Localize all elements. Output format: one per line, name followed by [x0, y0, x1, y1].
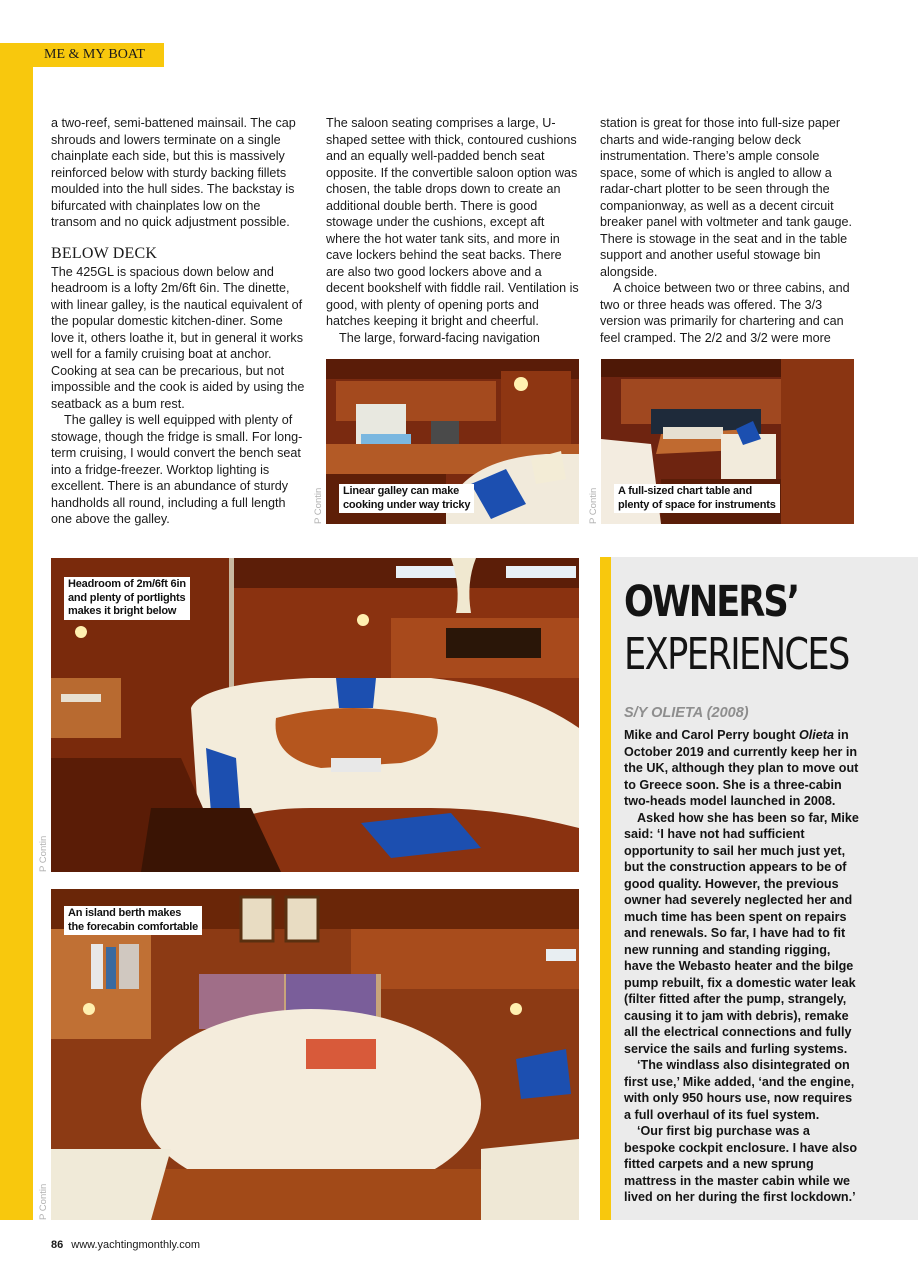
page-footer [51, 1239, 200, 1251]
photo-credit: P Contin [588, 487, 599, 524]
owners-title: OWNERS’ [624, 577, 799, 627]
column-1-paragraph: The 425GL is spacious down below and headroom is a lofty 2m/6ft 6in. The dinette, with linear galley, is the nautical equivalent of the popular domestic kitchen-diner. Some love it, others loathe it, but in general it works well for a family cruising boat at anchor. Cooking at sea can be precarious, but not impossible and the cook is aided by using the seatback as a bum rest. [51, 264, 305, 411]
column-1-paragraph: a two-reef, semi-battened mainsail. The cap shrouds and lowers terminate on a single chainplate each side, but this is massively reinforced below with sturdy backing fillets moulded into the hull sides. The backstay is bifurcated with chainplates low on the transom and no quick adjustment possible. [51, 116, 296, 229]
owners-text [624, 727, 860, 1206]
column-2-paragraph: The saloon seating comprises a large, U-shaped settee with thick, contoured cushions and an equally well-padded bench seat opposite. If the convertible saloon option was chosen, the table drops down to create an additional double berth. There is good stowage under the cushions, except aft where the hot water tank sits, and more in cave lockers behind the seat backs. There are also two good lockers above and a decent bookshelf with fiddle rail. Ventilation is good, with plenty of opening ports and hatches keeping it bright and cheerful. [326, 116, 579, 328]
photo-credit: P Contin [313, 487, 324, 524]
section-tab: ME & MY BOAT [33, 43, 164, 67]
column-1 [51, 115, 308, 528]
forecabin-caption: An island berth makes the forecabin comfortable [64, 906, 202, 935]
subheading-below-deck: BELOW DECK [51, 244, 158, 262]
chart-table-caption: A full-sized chart table and plenty of space for instruments [614, 484, 780, 513]
column-1-paragraph: The galley is well equipped with plenty of stowage, though the fridge is small. For long-term cruising, I would convert the bench seat into a fridge-freezer. Worktop lighting is excellent. There is an abundance of sturdy handholds all round, including a full length one above the galley. [51, 413, 303, 526]
photo-credit: P Contin [38, 1183, 49, 1220]
column-3-paragraph: station is great for those into full-size paper charts and wide-ranging below deck instrumentation. There’s ample console space, some of which is angled to allow a radar-chart plotter to be seen through the companionway, as well as a decent circuit breaker panel with voltmeter and tank gauge. There is stowage in the seat and in the table support and another useful stowage bin alongside. [600, 116, 853, 279]
owners-paragraph: Asked how she has been so far, Mike said: ‘I have not had sufficient opportunity to sail her much just yet, but the construction appears to be of good quality. However, the previous owner had severely neglected her and much time has been spent on repairs and renewals. So far, I have had to fit new running and standing rigging, have the Webasto heater and the bilge pump rebuilt, fix a domestic water leak (filter fitted after the pump, strangely, causing it to jam with debris), remake all the electrical connections and fully service the sails and furling systems. [624, 810, 859, 1056]
galley-caption: Linear galley can make cooking under way tricky [339, 484, 474, 513]
website-url: www.yachtingmonthly.com [71, 1239, 201, 1251]
owners-paragraph: Mike and Carol Perry bought Olieta in October 2019 and currently keep her in the UK, although they plan to move out to Greece soon. She is a three-cabin two-heads model launched in 2008. [624, 728, 859, 808]
boat-name-heading: S/Y OLIETA (2008) [624, 705, 749, 721]
column-2-paragraph: The large, forward-facing navigation [339, 330, 540, 345]
owners-paragraph: ‘Our first big purchase was a bespoke cockpit enclosure. I have also fitted carpets and a new sprung mattress in the master cabin while we lived on her during the first lockdown.’ [624, 1124, 858, 1204]
panel-accent-stripe [600, 557, 611, 1220]
yellow-edge-bar [0, 43, 33, 1220]
experiences-title: EXPERIENCES [624, 629, 849, 680]
column-3 [600, 115, 854, 346]
column-3-paragraph: A choice between two or three cabins, and two or three heads was offered. The 3/3 version was primarily for chartering and can feel cramped. The 2/2 and 3/2 were more [600, 281, 850, 345]
forecabin-photo [51, 889, 579, 1220]
page-number: 86 [51, 1239, 64, 1251]
saloon-caption: Headroom of 2m/6ft 6in and plenty of portlights makes it bright below [64, 577, 190, 620]
owners-paragraph: ‘The windlass also disintegrated on first use,’ Mike added, ‘and the engine, with only 950 hours use, now requires a full overhaul of its fuel system. [624, 1058, 855, 1122]
photo-credit: P Contin [38, 835, 49, 872]
column-2 [326, 115, 580, 346]
